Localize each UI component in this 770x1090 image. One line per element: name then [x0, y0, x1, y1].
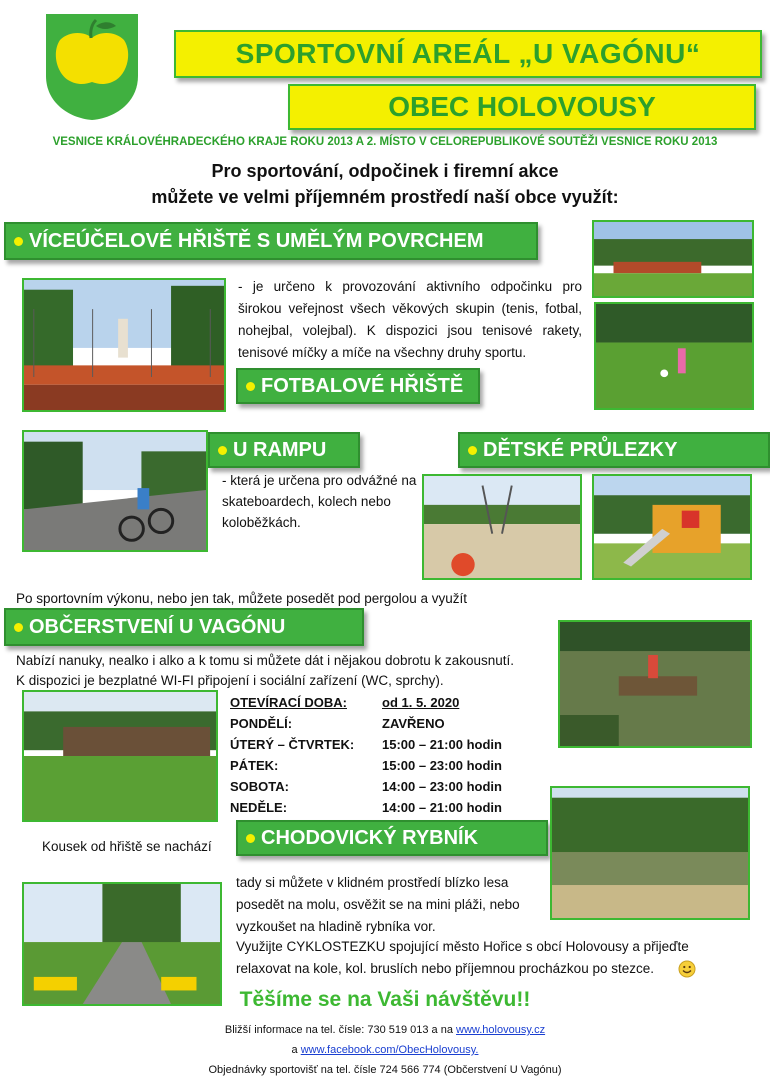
time-cell: 15:00 – 23:00 hodin: [382, 758, 502, 773]
table-row: [230, 776, 550, 797]
photo-sandpit-swing: [422, 474, 582, 580]
day-cell: NEDĚLE:: [230, 800, 288, 815]
section-title: OBČERSTVENÍ U VAGÓNU: [29, 615, 286, 638]
section-title: CHODOVICKÝ RYBNÍK: [261, 826, 479, 849]
bullet-dot-icon: [14, 237, 23, 246]
time-cell: ZAVŘENO: [382, 716, 445, 731]
photo-court-field: [592, 220, 754, 298]
opening-hours-label: OTEVÍRACÍ DOBA:: [230, 695, 347, 710]
section-title: DĚTSKÉ PRŮLEZKY: [483, 438, 678, 461]
photo-climbing-frame: [592, 474, 752, 580]
facebook-link[interactable]: www.facebook.com/ObecHolovousy.: [300, 1044, 479, 1056]
cycle-path-text-2: relaxovat na kole, kol. bruslích nebo příjemnou procházkou po stezce.: [236, 961, 654, 976]
bullet-dot-icon: [218, 446, 227, 455]
orders-info: Objednávky sportovišť na tel. čísle 724 566 774 (Občerstvení U Vagónu): [208, 1064, 562, 1076]
refreshment-lead: Po sportovním výkonu, nebo jen tak, můžete posedět pod pergolou a využít: [16, 591, 468, 606]
contact-info: [0, 1024, 770, 1036]
time-cell: 14:00 – 21:00 hodin: [382, 800, 502, 815]
section-title: VÍCEÚČELOVÉ HŘIŠTĚ S UMĚLÝM POVRCHEM: [29, 229, 484, 252]
time-cell: 15:00 – 21:00 hodin: [382, 737, 502, 752]
table-row: [230, 734, 550, 755]
table-row: [230, 797, 550, 818]
section-title: FOTBALOVÉ HŘIŠTĚ: [261, 374, 464, 397]
intro-line-1: Pro sportování, odpočinek i firemní akce: [211, 161, 559, 181]
photo-football-child: [594, 302, 754, 410]
intro: [0, 158, 770, 210]
section-header-ramp: [208, 432, 360, 468]
photo-pergola: [22, 690, 218, 822]
website-link[interactable]: www.holovousy.cz: [456, 1024, 546, 1036]
section-header-refreshment: [4, 608, 364, 646]
pond-lead: Kousek od hřiště se nachází: [42, 839, 212, 854]
time-cell: 14:00 – 23:00 hodin: [382, 779, 502, 794]
table-row: [230, 713, 550, 734]
bullet-dot-icon: [246, 834, 255, 843]
bullet-dot-icon: [468, 446, 477, 455]
award-line: VESNICE KRÁLOVÉHRADECKÉHO KRAJE ROKU 2013 A 2. MÍSTO V CELOREPUBLIKOVÉ SOUTĚŽI VESNICE ROKU 2013: [52, 136, 718, 148]
opening-hours-table: [230, 692, 550, 818]
welcome-message: Těšíme se na Vaši návštěvu!!: [239, 988, 531, 1011]
table-row: [230, 755, 550, 776]
village-coat-of-arms-logo: [46, 14, 138, 120]
facebook-info: [0, 1044, 770, 1056]
day-cell: PÁTEK:: [230, 758, 279, 773]
section-header-multipurpose: [4, 222, 538, 260]
intro-line-2: můžete ve velmi příjemném prostředí naší obce využít:: [151, 187, 619, 207]
section-title: U RAMPU: [233, 438, 327, 461]
smiley-icon: [678, 960, 696, 978]
contact-text: Bližší informace na tel. čísle: 730 519 013 a na: [224, 1024, 457, 1036]
bullet-dot-icon: [246, 382, 255, 391]
page-title: SPORTOVNÍ AREÁL „U VAGÓNU“: [174, 30, 762, 78]
village-name: OBEC HOLOVOUSY: [288, 84, 756, 130]
opening-hours-header-row: [230, 692, 550, 713]
opening-hours-since: od 1. 5. 2020: [382, 695, 460, 710]
refreshment-text-2: K dispozici je bezplatné WI-FI připojení i sociální zařízení (WC, sprchy).: [16, 673, 444, 688]
section-header-pond: [236, 820, 548, 856]
bullet-dot-icon: [14, 623, 23, 632]
day-cell: SOBOTA:: [230, 779, 289, 794]
day-cell: PONDĚLÍ:: [230, 716, 293, 731]
photo-skate-ramp: [22, 430, 208, 552]
section-header-playground: [458, 432, 770, 468]
cycle-path-text-1: Využijte CYKLOSTEZKU spojující město Hořice s obcí Holovousy a přijeďte: [236, 939, 689, 954]
multipurpose-description: - je určeno k provozování aktivního odpočinku pro širokou veřejnost všech věkových skupin (tenis, fotbal, nohejbal, volejbal). K dispozici jsou tenisové rakety, tenisové míčky a míče na všechny druhy sportu.: [238, 279, 582, 360]
day-cell: ÚTERÝ – ČTVRTEK:: [230, 737, 355, 752]
photo-multipurpose-court: [22, 278, 226, 412]
facebook-prefix: a: [291, 1044, 301, 1056]
photo-pond-raft: [558, 620, 752, 748]
ramp-description: - která je určena pro odvážné na skateboardech, kolech nebo koloběžkách.: [222, 473, 417, 530]
section-header-football: [236, 368, 480, 404]
refreshment-text-1: Nabízí nanuky, nealko i alko a k tomu si můžete dát i nějakou dobrotu k zakousnutí.: [16, 653, 515, 668]
pond-description: tady si můžete v klidném prostředí blízko lesa posedět na molu, osvěžit se na mini pláži, nebo vyzkoušet na hladině rybníka vor.: [236, 875, 520, 934]
photo-pond-beach: [550, 786, 750, 920]
